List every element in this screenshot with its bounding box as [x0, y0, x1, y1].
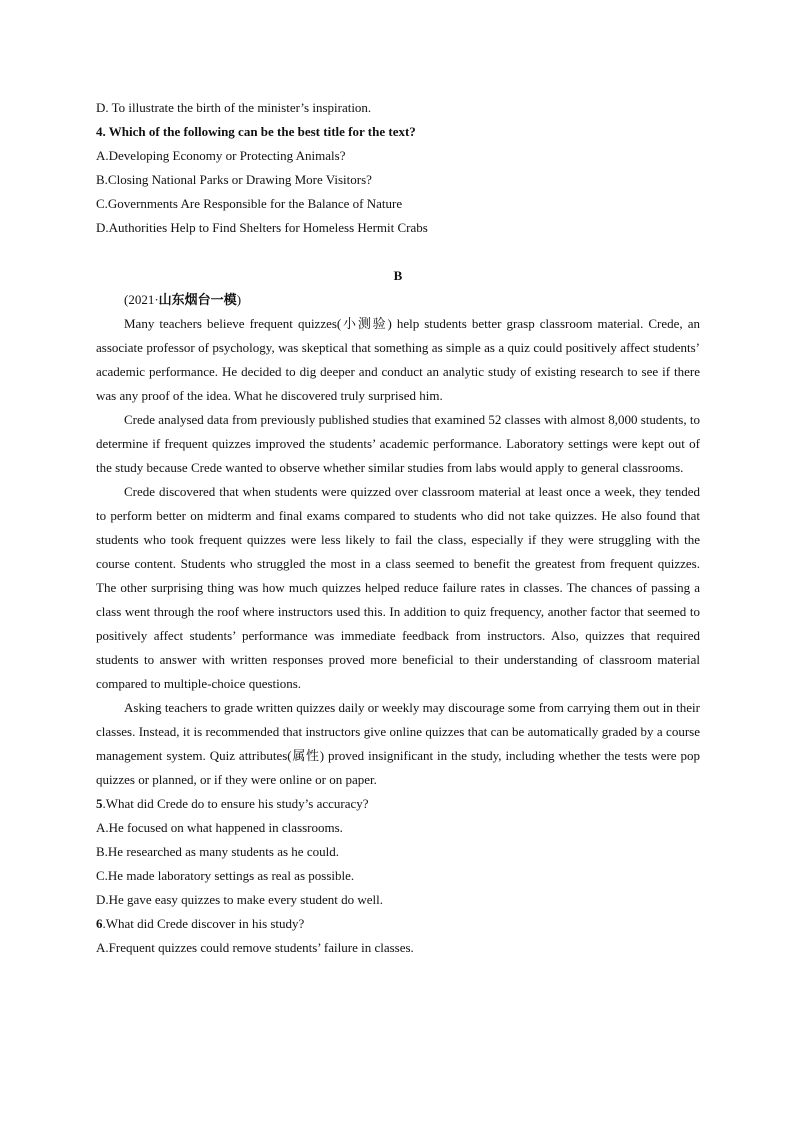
- question-text: .What did Crede discover in his study?: [102, 916, 305, 931]
- section-title: B: [393, 268, 403, 283]
- source-close: ): [236, 292, 242, 307]
- q6-option-a: A.Frequent quizzes could remove students’ failure in classes.: [96, 940, 414, 955]
- q4-option-a: A.Developing Economy or Protecting Animals?: [96, 148, 346, 163]
- question-5: [96, 792, 700, 816]
- question-number: 6: [96, 916, 103, 931]
- passage-paragraph-1: Many teachers believe frequent quizzes(小测验) help students better grasp classroom material. Crede, an associate professor of psychology, was skeptical that something as simple as a quiz could positively affect students’ academic performance. He decided to dig deeper and conduct an analytic study of existing research to see if there was any proof of the idea. What he discovered truly surprised him.: [96, 316, 700, 403]
- q5-option-a: A.He focused on what happened in classrooms.: [96, 820, 343, 835]
- passage-paragraph-3: Crede discovered that when students were quizzed over classroom material at least once a week, they tended to perform better on midterm and final exams compared to students who did not take quizzes. He also found that students who took frequent quizzes were less likely to fail the class, especially if they were struggling with the course content. Students who struggled the most in a class seemed to benefit the greatest from frequent quizzes. The other surprising thing was how much quizzes helped reduce failure rates in classes. The chances of passing a class went through the roof where instructors used this. In addition to quiz frequency, another factor that seemed to positively affect students’ performance was immediate feedback from instructors. Also, quizzes that required students to answer with written responses proved more beneficial to their understanding of classroom material compared to multiple-choice questions.: [96, 484, 700, 691]
- passage-paragraph-2: Crede analysed data from previously published studies that examined 52 classes with almost 8,000 students, to determine if frequent quizzes improved the students’ academic performance. Laboratory settings were kept out of the study because Crede wanted to observe whether similar studies from labs would apply to general classrooms.: [96, 412, 700, 475]
- question-text: . Which of the following can be the best title for the text?: [102, 124, 416, 139]
- option-d-previous-question: D. To illustrate the birth of the minister’s inspiration.: [96, 100, 372, 115]
- document-page: [96, 96, 700, 960]
- q4-option-d: D.Authorities Help to Find Shelters for Homeless Hermit Crabs: [96, 220, 428, 235]
- question-number: 4: [96, 124, 103, 139]
- q4-option-b: B.Closing National Parks or Drawing More Visitors?: [96, 172, 372, 187]
- q5-option-d: D.He gave easy quizzes to make every student do well.: [96, 892, 383, 907]
- question-number: 5: [96, 796, 103, 811]
- q4-option-c: C.Governments Are Responsible for the Balance of Nature: [96, 196, 403, 211]
- q5-option-c: C.He made laboratory settings as real as possible.: [96, 868, 355, 883]
- source-note: [96, 288, 700, 312]
- source-year: (2021·: [124, 292, 159, 307]
- source-place: 山东烟台一模: [158, 292, 237, 307]
- question-6: [96, 912, 700, 936]
- question-text: .What did Crede do to ensure his study’s accuracy?: [102, 796, 369, 811]
- question-4: [96, 120, 700, 144]
- q5-option-b: B.He researched as many students as he could.: [96, 844, 339, 859]
- passage-paragraph-4: Asking teachers to grade written quizzes daily or weekly may discourage some from carrying them out in their classes. Instead, it is recommended that instructors give online quizzes that can be automatically graded by a course management system. Quiz attributes(属性) proved insignificant in the study, including whether the tests were pop quizzes or planned, or if they were online or on paper.: [96, 700, 700, 787]
